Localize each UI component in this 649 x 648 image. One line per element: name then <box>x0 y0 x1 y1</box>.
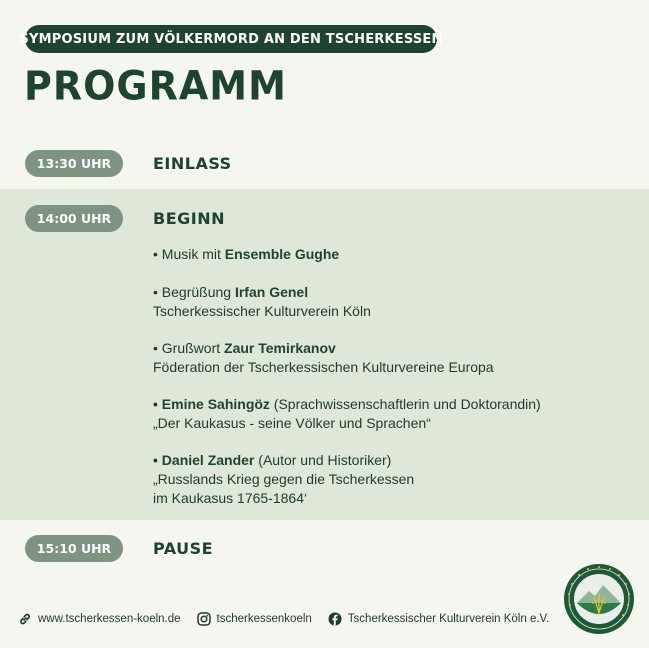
program-item: • Daniel Zander (Autor und Historiker) „Russlands Krieg gegen die Tscherkessen im Kaukasus 1765-1864‘ <box>153 452 415 506</box>
program-item: • Grußwort Zaur Temirkanov Föderation der Tscherkessischen Kulturvereine Europa <box>153 340 494 375</box>
footer-website[interactable]: www.tscherkessen-koeln.de <box>18 612 181 626</box>
time-pill-beginn: 14:00 UHR <box>25 205 123 232</box>
instagram-icon <box>197 612 211 626</box>
session-title-einlass: EINLASS <box>153 154 232 173</box>
session-title-pause: PAUSE <box>153 539 214 558</box>
program-item: • Begrüßung Irfan Genel Tscherkessischer Kulturverein Köln <box>153 284 371 319</box>
facebook-icon <box>328 612 342 626</box>
time-pill-pause: 15:10 UHR <box>25 535 123 562</box>
footer <box>18 612 565 626</box>
page-title: PROGRAMM <box>24 62 287 110</box>
link-icon <box>18 612 32 626</box>
program-item: • Musik mit Ensemble Gughe <box>153 246 340 262</box>
program-item: • Emine Sahingöz (Sprachwissenschaftlerin und Doktorandin) „Der Kaukasus - seine Völker und Sprachen“ <box>153 396 541 431</box>
footer-instagram[interactable]: tscherkessenkoeln <box>197 612 312 626</box>
session-title-beginn: BEGINN <box>153 209 225 228</box>
event-badge: SYMPOSIUM ZUM VÖLKERMORD AN DEN TSCHERKESSEN <box>25 25 437 53</box>
time-pill-einlass: 13:30 UHR <box>25 150 123 177</box>
footer-facebook[interactable]: Tscherkessischer Kulturverein Köln e.V. <box>328 612 550 626</box>
association-logo <box>563 563 635 635</box>
